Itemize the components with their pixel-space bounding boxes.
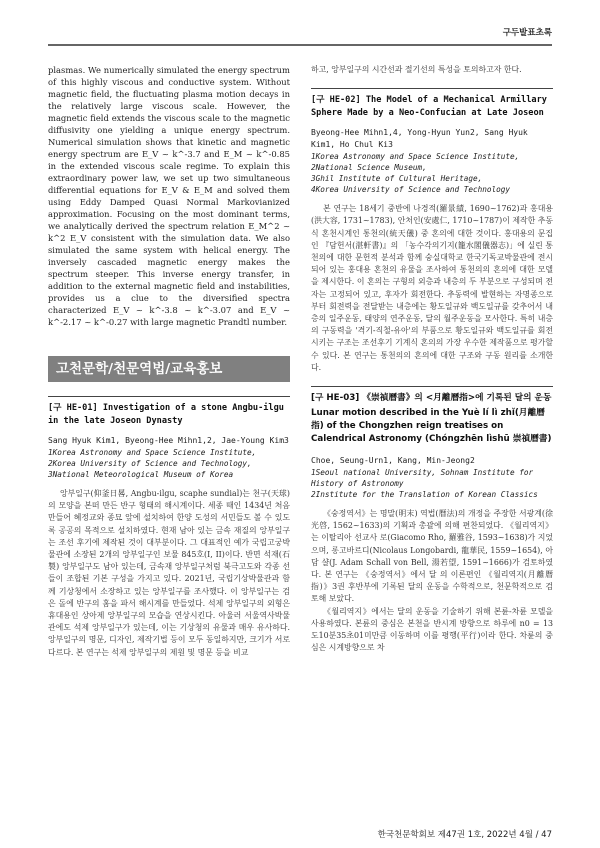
affiliation: 3Ghil Institute of Cultural Heritage, xyxy=(311,174,483,184)
footer-citation: 한국천문학회보 제47권 1호, 2022년 4월 / 47 xyxy=(377,830,552,840)
right-column xyxy=(311,64,553,654)
section-tag: 구두발표초록 xyxy=(502,28,552,38)
abstract-title: [구 HE-01] Investigation of a stone Angbu-ilgu in the late Joseon Dynasty xyxy=(48,403,284,426)
abstract-title-korean: [구 HE-03] 《崇禎曆書》의 <月離曆指>에 기록된 달의 운동 xyxy=(311,393,552,404)
abstract-continuation: 하고, 앙부일구의 시간선과 절기선의 특성을 토의하고자 한다. xyxy=(311,65,522,74)
abstract-body: 본 연구는 18세기 중반에 나경적(羅景績, 1690~1762)과 홍대용(洪大容, 1731~1783), 안처인(安處仁, 1710~1787)이 제작한 추동식 혼천시계인 통천의(統天儀) 중 혼의에 대한 것이다. 홍대용의 문집인 『담헌서(湛軒書)』의 「농수각의기지(籠水閣儀器志)」에 실린 통천의에 대한 문헌적 분석과 함께 숭실대학교 한국기독교박물관에 전시되어 있는 홍대용 혼천의 유물을 조사하여 통천의의 혼의에 대한 모델을 제시한다. 이 혼의는 구형의 외층과 내층의 두 부분으로 구성되며 전자는 고정되어 있고, 후자가 회전한다. 추동력에 발현하는 자명종으로부터 회전력을 전달받는 내층에는 황도일규와 백도일규를 갖추어서 내층의 일주운동, 태양의 연주운동, 달의 월주운동을 모사한다. 특히 내층의 구동력을 '격기-직철-유아'의 부품으로 황도일규와 백도일규를 회전시키는 구조는 조선후기 기계식 혼의의 가장 우수한 제작품으로 평가할 수 있다. 본 연구는 통천의의 혼의에 대한 구조와 구동 원리를 소개한다. xyxy=(311,204,553,372)
author-list: Byeong-Hee Mihn1,4, Yong-Hyun Yun2, Sang Hyuk Kim1, Ho Chul Ki3 xyxy=(311,128,528,150)
affiliation: 1Seoul national University, Sohnam Institute for History of Astronomy xyxy=(311,468,534,489)
affiliation: 4Korea University of Science and Technology xyxy=(311,185,511,195)
affiliation: 2National Science Museum, xyxy=(311,163,427,173)
affiliation: 2Institute for the Translation of Korean Classics xyxy=(311,490,538,500)
title-rule xyxy=(48,396,290,397)
abstract-body: 《숭정역서》는 명말(明末) 역법(曆法)의 개정을 주장한 서광계(徐光啓, 1562~1633)의 기획과 총괄에 의해 편찬되었다. 《월리역지》는 이탈리아 선교사 로(Giacomo Rho, 羅雅谷, 1593~1638)가 지었으며, 롱고바르디(Nicolaus Longobardi, 龍華民, 1559~1654), 아담 샬(J. Adam Schall von Bell, 湯若望, 1591~1666)가 검토하였다. 본 연구는 《숭정역서》에서 달 의 이론편인 《월리역지(月離曆指)》3권 후반부에 기록된 달의 운동을 수학적으로, 천문학적으로 검토해 보았다. xyxy=(311,509,553,604)
abstract-body: 《월리역지》에서는 달의 운동을 기술하기 위해 본륜-차륜 모델을 사용하였다. 본륜의 중심은 본천을 반시계 방향으로 하루에 n0 = 13도10분35초01미만큼 이동하며 이를 평행(平行)이라 한다. 차륜의 중심은 시계방향으로 차 xyxy=(311,606,553,653)
author-list: Choe, Seung-Urn1, Kang, Min-Jeong2 xyxy=(311,456,475,466)
left-column xyxy=(48,64,290,659)
abstract-body: 앙부일구(仰釜日晷, Angbu-ilgu, scaphe sundial)는 천구(天球)의 모양을 본떠 만든 반구 형태의 해시계이다. 세종 때인 1434년 처음 만들어 혜정교와 종묘 앞에 설치하여 한양 도성의 서민들도 볼 수 있도록 공공의 목적으로 설치하였다. 현재 남아 있는 금속 재질의 앙부일구는 조선 후기에 제작된 것이 대부분이다. 그 대표적인 예가 국립고궁박물관에 소장된 2개의 앙부일구인 보물 845호(I, II)이다. 반면 석재(石製) 앙부일구도 남아 있는데, 금속재 앙부일구처럼 북극고도와 각종 선들이 조합된 기본 구성을 가지고 있다. 2021년, 국립기상박물관과 함께 기상청에서 소장하고 있는 앙부일구를 조사했다. 이 앙부일구는 검은 돌에 반구의 홈을 파서 해시계를 만들었다. 석제 앙부일구의 외형은 휴대용인 상아제 앙부일구의 모습을 연상시킨다. 아울러 서울역사박물관에도 석제 앙부일구가 있는데, 이는 기상청의 유물과 매우 유사하다. 앙부일구의 명문, 디자인, 제작기법 등이 모두 동일하지만, 크기가 서로 다르다. 본 연구는 석제 앙부일구의 제원 및 명문 등을 비교 xyxy=(48,489,290,657)
affiliation: 1Korea Astronomy and Space Science Institute, xyxy=(311,152,520,162)
title-rule xyxy=(311,88,553,89)
abstract-he03 xyxy=(311,386,553,654)
abstract-continuation: plasmas. We numerically simulated the energy spectrum of this highly viscous and conductive system. Without magnetic field, the fluctuating plasma motion decays in the relatively large viscous scale. However, the magnetic field extends the viscous scale to the magnetic diffusivity one yielding a unique energy spectrum. Numerical simulation shows that kinetic and magnetic energy spectrum are E_V ~ k^-3.7 and E_M ~ k^-0.85 in the extended viscous scale regime. To explain this extraordinary power law, we set up two simultaneous differential equations for E_V & E_M and solved them using Eddy Damped Quasi Normal Markovianized approximation. Focusing on the most dominant terms, we analytically derived the spectrum relation E_M^2 ~ k^2 E_V consistent with the simulation data. We also simulated the same system with helical energy. The inversely cascaded magnetic energy makes the spectrum steeper. This inverse energy transfer, in addition to the external magnetic field and instabilities, provides us a clue to the diversified spectra characterized E_V ~ k^-3.8 ~ k^-3.07 and E_V ~ k^-2.17 ~ k^-0.27 with large magnetic Prandtl number. xyxy=(48,65,290,327)
abstract-title-english: Lunar motion described in the Yuè lí lì zhǐ(月離曆指) of the Chongzhen reign treatises on Calendrical Astronomy (Chóngzhēn lìshū 崇禎曆書) xyxy=(311,408,552,445)
session-banner: 고천문학/천문역법/교육홍보 xyxy=(48,356,290,382)
abstract-title: [구 HE-02] The Model of a Mechanical Armillary Sphere Made by a Neo-Confucian at Late Joseon xyxy=(311,95,547,118)
affiliation: 1Korea Astronomy and Space Science Institute, xyxy=(48,448,257,457)
title-rule xyxy=(311,386,553,387)
page-header xyxy=(48,12,552,42)
abstract-he02 xyxy=(311,88,553,374)
abstract-he01 xyxy=(48,396,290,659)
affiliation: 3National Meteorological Museum of Korea xyxy=(48,470,234,479)
author-list: Sang Hyuk Kim1, Byeong-Hee Mihn1,2, Jae-Young Kim3 xyxy=(48,436,289,445)
affiliation: 2Korea University of Science and Technology, xyxy=(48,459,252,468)
header-rule xyxy=(48,44,552,46)
